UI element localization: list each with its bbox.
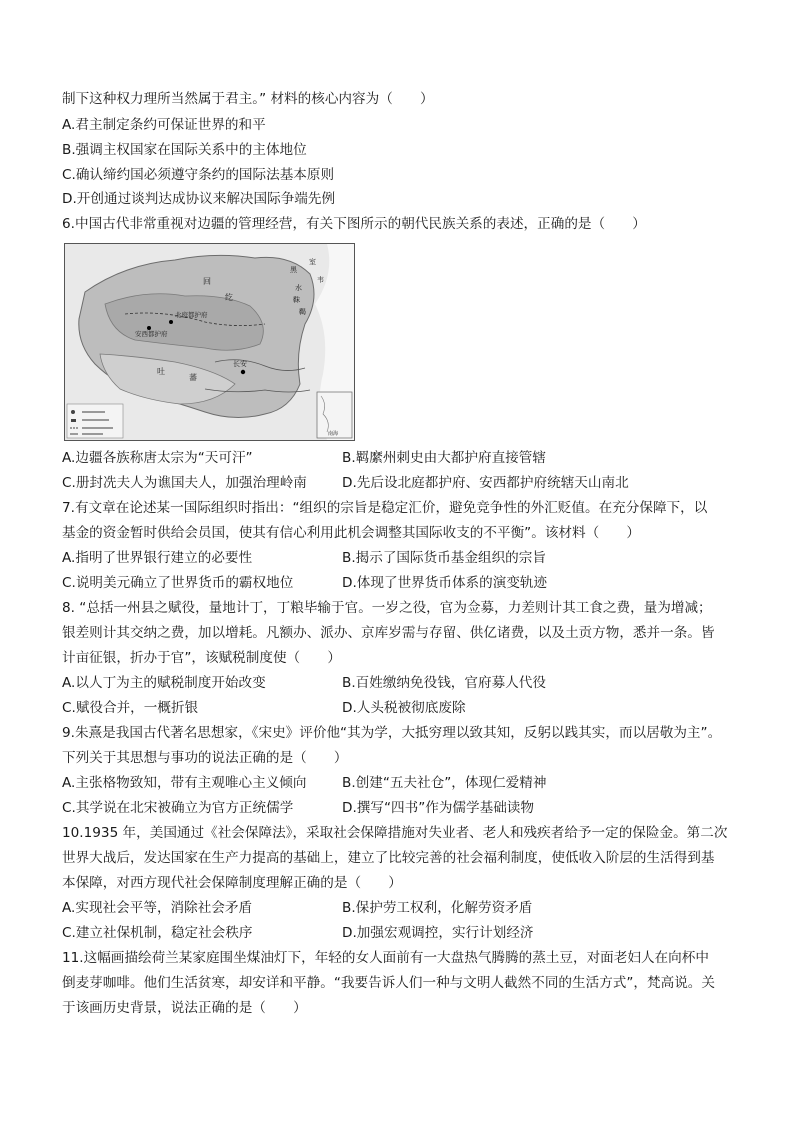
q8-option-c: C.赋役合并，一概折银 <box>62 700 199 716</box>
q10-stem-line2: 世界大战后，发达国家在生产力提高的基础上，建立了比较完善的社会福利制度，使低收入阶层的生活得到基 <box>62 850 715 866</box>
q11-stem-line1: 11.这幅画描绘荷兰某家庭围坐煤油灯下，年轻的女人面前有一大盘热气腾腾的蒸土豆，对面老妇人在向杯中 <box>62 950 709 966</box>
map-label-fan: 蕃 <box>189 373 197 382</box>
q7-option-d: D.体现了世界货币体系的演变轨迹 <box>342 575 548 591</box>
q10-stem-line1: 10.1935 年，美国通过《社会保障法》，采取社会保障措施对失业者、老人和残疾者给予一定的保险金。第二次 <box>62 825 728 841</box>
q8-option-d: D.人头税被彻底废除 <box>342 700 466 716</box>
q5-option-a: A.君主制定条约可保证世界的和平 <box>62 117 266 133</box>
q6-option-b: B.羁縻州刺史由大都护府直接管辖 <box>342 450 546 466</box>
map-label-he2: 鞨 <box>299 308 306 316</box>
q8-option-b: B.百姓缴纳免役钱，官府募人代役 <box>342 675 546 691</box>
map-label-nanhai: 南海 <box>328 431 339 437</box>
map-label-wei: 韦 <box>317 276 324 284</box>
q7-stem-line2: 基金的资金暂时供给会员国，使其有信心利用此机会调整其国际收支的不平衡”。该材料（ ） <box>62 525 640 541</box>
tang-map-image <box>64 243 355 441</box>
map-label-mo: 靺 <box>293 296 300 304</box>
map-label-shi: 室 <box>309 258 316 266</box>
q9-option-d: D.撰写“四书”作为儒学基础读物 <box>342 800 534 816</box>
q8-option-a: A.以人丁为主的赋税制度开始改变 <box>62 675 266 691</box>
q10-option-b: B.保护劳工权利，化解劳资矛盾 <box>342 900 533 916</box>
q9-stem-line2: 下列关于其思想与事功的说法正确的是（ ） <box>62 750 348 766</box>
q9-option-a: A.主张格物致知，带有主观唯心主义倾向 <box>62 775 307 791</box>
q5-option-b: B.强调主权国家在国际关系中的主体地位 <box>62 142 307 158</box>
q9-option-c: C.其学说在北宋被确立为官方正统儒学 <box>62 800 294 816</box>
q8-stem-line3: 计亩征银，折办于官”，该赋税制度使（ ） <box>62 650 341 666</box>
q10-option-a: A.实现社会平等，消除社会矛盾 <box>62 900 253 916</box>
map-label-ugur: 回 <box>203 277 211 286</box>
map-label-shui: 水 <box>295 284 302 292</box>
map-label-anxi: 安西都护府 <box>135 330 168 338</box>
map-label-hei: 黑 <box>290 266 297 274</box>
q6-stem: 6.中国古代非常重视对边疆的管理经营，有关下图所示的朝代民族关系的表述，正确的是（ ） <box>62 216 646 232</box>
q9-stem-line1: 9.朱熹是我国古代著名思想家，《宋史》评价他“其为学，大抵穷理以致其知，反躬以践其实，而以居敬为主”。 <box>62 725 722 741</box>
q6-option-d: D.先后设北庭都护府、安西都护府统辖天山南北 <box>342 475 629 491</box>
q5-option-c: C.确认缔约国必须遵守条约的国际法基本原则 <box>62 167 335 183</box>
q7-stem-line1: 7.有文章在论述某一国际组织时指出：“组织的宗旨是稳定汇价，避免竞争性的外汇贬值。在充分保障下，以 <box>62 500 708 516</box>
q5-option-d: D.开创通过谈判达成协议来解决国际争端先例 <box>62 191 336 207</box>
q11-stem-line3: 于该画历史背景，说法正确的是（ ） <box>62 1000 307 1016</box>
q7-option-a: A.指明了世界银行建立的必要性 <box>62 550 253 566</box>
q8-stem-line1: 8. “总括一州县之赋役，量地计丁，丁粮毕输于官。一岁之役，官为佥募，力差则计其工食之费，量为增减； <box>62 600 712 616</box>
q7-option-b: B.揭示了国际货币基金组织的宗旨 <box>342 550 546 566</box>
q5-stem-tail: 制下这种权力理所当然属于君主。” 材料的核心内容为（ ） <box>62 91 434 107</box>
map-label-beiting: 北庭都护府 <box>175 311 208 319</box>
q10-option-c: C.建立社保机制，稳定社会秩序 <box>62 925 253 941</box>
q11-stem-line2: 倒麦芽咖啡。他们生活贫寒，却安详和平静。“我要告诉人们一种与文明人截然不同的生活方式”，梵高说。关 <box>62 975 715 991</box>
map-label-he: 纥 <box>225 293 233 302</box>
q9-option-b: B.创建“五夫社仓”，体现仁爱精神 <box>342 775 547 791</box>
q7-option-c: C.说明美元确立了世界货币的霸权地位 <box>62 575 294 591</box>
q8-stem-line2: 银差则计其交纳之费，加以增耗。凡额办、派办、京库岁需与存留、供亿诸费，以及土贡方物，悉并一条。皆 <box>62 625 715 641</box>
q10-option-d: D.加强宏观调控，实行计划经济 <box>342 925 534 941</box>
map-label-tubo: 吐 <box>157 367 165 376</box>
q6-option-c: C.册封冼夫人为谯国夫人，加强治理岭南 <box>62 475 307 491</box>
tang-map-drawing <box>65 244 354 440</box>
q10-stem-line3: 本保障，对西方现代社会保障制度理解正确的是（ ） <box>62 875 402 891</box>
map-label-changan: 长安 <box>233 360 247 368</box>
q6-option-a: A.边疆各族称唐太宗为“天可汗” <box>62 450 253 466</box>
